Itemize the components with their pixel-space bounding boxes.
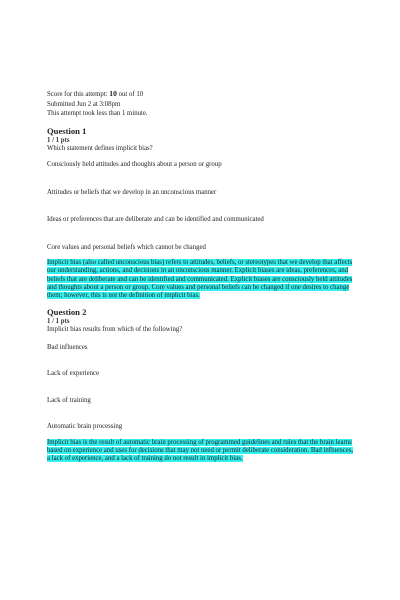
question-points: 1 / 1 pts — [47, 318, 70, 326]
question-prompt: Implicit bias results from which of the following? — [47, 326, 183, 334]
answer-explanation — [47, 439, 354, 464]
attempt-summary — [47, 89, 354, 119]
question-2 — [47, 307, 354, 463]
question-prompt: Which statement defines implicit bias? — [47, 144, 153, 152]
question-title: Question 1 — [47, 125, 87, 136]
score-line — [47, 89, 354, 100]
answer-option[interactable]: Attitudes or beliefs that we develop in an unconscious manner — [47, 188, 217, 196]
question-points: 1 / 1 pts — [47, 136, 70, 144]
answer-explanation — [47, 259, 354, 300]
score-prefix: Score for this attempt: — [47, 91, 110, 98]
answer-option[interactable]: Core values and personal beliefs which cannot be changed — [47, 243, 206, 251]
explanation-text: Implicit bias (also called unconscious bias) refers to attitudes, beliefs, or stereotypes that we develop that affects our understanding, actions, and decisions in an unconscious manner. Explicit biases are ideas, preferences, and beliefs that are deliberate and can be identified and communicated. Explicit biases are consciously held attitudes and thoughts about a person or group. Core values and personal beliefs can be changed if one desires to change them; however, this is not the definition of implicit bias. — [47, 259, 353, 300]
explanation-text: Implicit bias is the result of automatic brain processing of programmed guidelines and rules that the brain learns based on experience and uses for decisions that may not need or permit deliberate consideration. Bad influences, a lack of experience, and a lack of training do not result in implicit bias. — [47, 438, 354, 463]
score-suffix: out of 10 — [116, 91, 144, 98]
attempt-duration: This attempt took less than 1 minute. — [47, 110, 148, 118]
answer-option[interactable]: Bad influences — [47, 343, 88, 351]
submitted-time: Submitted Jun 2 at 3:08pm — [47, 100, 121, 108]
question-1 — [47, 126, 354, 301]
answer-option[interactable]: Automatic brain processing — [47, 423, 123, 431]
question-title: Question 2 — [47, 307, 87, 318]
answer-option[interactable]: Lack of training — [47, 396, 91, 404]
score-value: 10 — [109, 89, 117, 98]
answer-option[interactable]: Consciously held attitudes and thoughts about a person or group — [47, 161, 222, 169]
answer-option[interactable]: Ideas or preferences that are deliberate and can be identified and communicated — [47, 216, 264, 224]
answer-option[interactable]: Lack of experience — [47, 370, 100, 378]
